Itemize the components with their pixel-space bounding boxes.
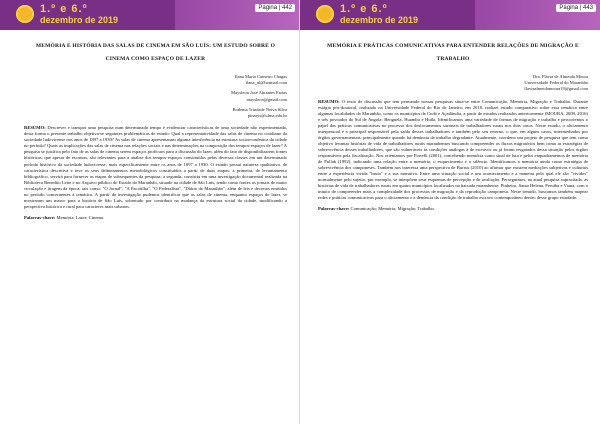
article-title: MEMÓRIA E PRÁTICAS COMUNICATIVAS PARA ENTENDER RELAÇÕES DE MIGRAÇÃO E TRABALHO — [327, 43, 579, 62]
abstract-label: RESUMO: — [24, 125, 46, 131]
page-content — [24, 40, 287, 424]
lamp-icon — [316, 5, 334, 23]
author-name: Maysleon José Abrantes Farias — [231, 90, 287, 96]
author-email: pinarys@ufma.edu.br — [247, 113, 287, 119]
page-header — [300, 0, 600, 30]
author-1 — [318, 74, 588, 93]
page-header — [0, 0, 299, 30]
abstract-label: RESUMO: — [318, 98, 340, 104]
keywords-text: Memória; Lazer; Cinema. — [55, 214, 105, 220]
author-name: Bodenia Trindade Neiva Silva — [232, 106, 287, 112]
keywords — [24, 215, 287, 221]
logo-dates: 1.º e 6.º — [40, 3, 88, 15]
author-email: flaviaalmeidamoura19@gmail.com — [524, 86, 588, 92]
abstract-text: Descrever e transpor uma pesquisa num determinado tempo é evidenciar características de uma sociedade não experimentada, desta forma o presente trabalho objetiva-se seguintes problemáticas de estudo: Qual a representatividade das salas de cinema no cotidiano da sociedade ludovicense nos anos de 1897 a 1930? As salas de cinema apresentaram alguma interferência na estrutura socioeconômica da cidade no período? Quais as implicações das salas de cinema nas relações sociais e nas determinações na composição dos tempos-espaços de lazer? A pesquisa se justifica pelo fato de as salas de cinema serem espaços profícuos para a discussão do lazer, além do fato de disponibilizarem fontes históricas, que apesar de escassas, são relevantes para a análise dos tempos-espaços constituídos pelas diversas classes em um determinado período histórico da sociedade ludovicense, mais especificamente entre os anos de 1897 a 1930. O estudo possui natureza qualitativa, de característica descritiva e teve os seus delineamentos metodológicos constituídos a partir de duas etapas: a primeira, de levantamento bibliográfico, servirá para fornecer as etapas de subsequentes da pesquisa; a segunda, consistiu em uma investigação documental realizada na Biblioteca Benedito Leite e no Arquivo público do Estado do Maranhão, situado na cidade de São Luís, tendo como fontes os jornais de maior circulação e tiragem da época, tais como: "O Jornal", "A Pacotilha", "O Federalista", "Diário do Maranhão", além de leis e decretos emitidos no período concernentes à temática. A partir da investigação pudemos identificar que as salas de cinema, enquanto espaços de lazer, se mostraram um marco para a história de São Luís, sobretudo por contribuir na mudança da estrutura social da cidade, modificando a perspectiva histórica e rural para caracteres mais urbanos. — [24, 125, 287, 209]
page-number: Página | 442 — [255, 4, 295, 12]
keywords — [318, 206, 588, 212]
author-1 — [24, 74, 287, 86]
authors — [318, 74, 588, 93]
author-email: ilana_nl@hotmail.com — [245, 80, 287, 86]
author-affiliation: Universidade Federal do Maranhão — [524, 80, 588, 86]
event-logo — [40, 3, 132, 27]
abstract — [24, 125, 287, 210]
author-name: Ilana Maria Carneiro Chagas — [234, 74, 287, 79]
author-name: Dra. Flávia de Almeida Moura — [532, 74, 588, 79]
logo-month: dezembro de 2019 — [40, 15, 119, 25]
lamp-icon — [16, 5, 34, 23]
logo-month: dezembro de 2019 — [340, 15, 419, 25]
keywords-label: Palavras-chave: — [318, 206, 350, 212]
author-email: maysleon@gmail.com — [246, 96, 287, 102]
author-3 — [24, 107, 287, 119]
author-2 — [24, 90, 287, 102]
page-content — [318, 40, 588, 424]
logo-dates: 1.º e 6.º — [340, 3, 388, 15]
authors — [24, 74, 287, 119]
keywords-label: Palavras-chave: — [24, 214, 56, 220]
abstract-text: O texto de discussão que tem permeado nossas pesquisas situa-se entre Comunicação, Memória, Migração e Trabalho. Durante estágio pós-doutoral, realizado na Universidade Federal do Rio de Janeiro, em 2018, realizei estudo comparativo sobre essa temática entre algumas localidades do Maranhão, como os municípios de Codó e Açailândia, a partir de estudos realizados anteriormente (MOURA, 2009, 2016) e três povoados do Sul de Angola: Benguela, Huambo e Huíla. Identificamos uma variedade de formas de migração e trabalho e percorremos o papel das práticas comunicativas no processo dos deslocamentos sazonais de trabalhadores rurais nos dois casos. Neste estudo, o aliciamento interpessoal é a principal responsável pela saída desses trabalhadores e também pelo seu retorno, o que, em alguns casos, intermediados por órgãos governamentais, principalmente quando há denúncia de trabalho degradante. Atualmente, coordeno um projeto de pesquisa que tem como objetivo levantar histórias de vida de trabalhadores rurais maranhenses buscando compreender os fluxos migratórios bem como as estratégias de sobrevivência desses trabalhadores, que são vulneráveis às condições análogas à de escravos ou já foram resgatados dessa situação pelos órgãos responsáveis pela fiscalização. Nos orientamos por Portelli (2001), concebendo memória como sinal de luta e pelos enquadramentos de memória de Pollak (1992), indicando uma relação entre a memória, o esquecimento e o silêncio. Identificamos a memória ainda como estratégia de sobrevivência dos camponeses. Também nos interessa uma perspectiva de Burrus (2010) ao afirmar que existem mediações subjetivas e culturais entre a experiência vivida "bruta" e a sua narrativa. Entre uma situação social e um acontecimento e a maneira pela qual ele são "vividos" normalmente pelo sujeito, por exemplo, se interpõem seus esquemas de percepção e de avaliação. Perseguimos, na atual pesquisa supracitada, as histórias de vida de trabalhadores rurais em quatro municípios localizados na baixada maranhense: Pinheiro, Santa Helena, Peruíba e Viana, com o intuito de compreender mais a complexidade dos processos de migração e da reprodução camponesa. Neste sentido, buscamos também mapear redes e práticas comunicativas para o aliciamento e a denúncia da condição de trabalho escravo contemporâneo dentro desse grupo estudado. — [318, 98, 588, 201]
event-logo — [340, 3, 432, 27]
page-right — [300, 0, 600, 424]
page-number: Página | 443 — [556, 4, 596, 12]
abstract — [318, 99, 588, 202]
article-title: MEMÓRIA E HISTÓRIA DAS SALAS DE CINEMA EM SÃO LUÍS: UM ESTUDO SOBRE O CINEMA COMO ESPAÇO DE LAZER — [35, 43, 276, 62]
keywords-text: Comunicação; Memória; Migração; Trabalho. — [349, 206, 435, 212]
